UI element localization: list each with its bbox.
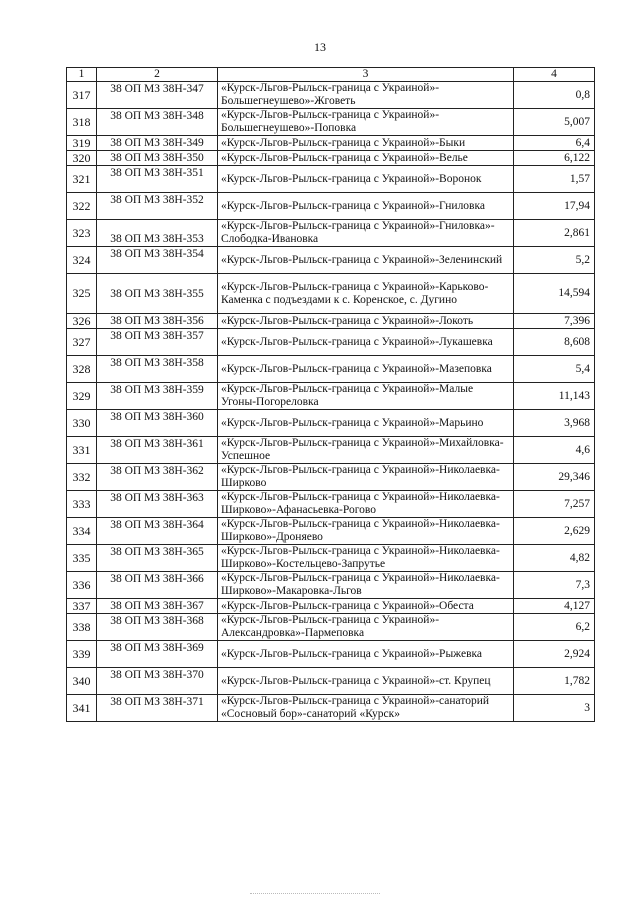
road-code: 38 ОП МЗ 38Н-355 (97, 274, 218, 314)
table-row (67, 383, 595, 410)
road-length: 2,861 (514, 220, 595, 247)
road-name: «Курск-Льгов-Рыльск-граница с Украиной»-Карьково-Каменка с подъездами к с. Коренское, с. Дугино (218, 274, 514, 314)
road-length: 2,924 (514, 641, 595, 668)
road-name: «Курск-Льгов-Рыльск-граница с Украиной»-Николаевка-Ширково»-Макаровка-Льгов (218, 572, 514, 599)
road-length: 4,6 (514, 437, 595, 464)
road-length: 6,122 (514, 151, 595, 166)
row-number: 338 (67, 614, 97, 641)
table-row (67, 437, 595, 464)
table-row (67, 193, 595, 220)
road-name: «Курск-Льгов-Рыльск-граница с Украиной»-Большегнеушево»-Поповка (218, 109, 514, 136)
table-row (67, 82, 595, 109)
road-code: 38 ОП МЗ 38Н-361 (97, 437, 218, 464)
table-row (67, 695, 595, 722)
table-row (67, 356, 595, 383)
table-row (67, 247, 595, 274)
road-length: 6,2 (514, 614, 595, 641)
road-name: «Курск-Льгов-Рыльск-граница с Украиной»-Николаевка-Ширково (218, 464, 514, 491)
row-number: 321 (67, 166, 97, 193)
road-length: 1,57 (514, 166, 595, 193)
header-cell: 3 (218, 68, 514, 82)
road-name: «Курск-Льгов-Рыльск-граница с Украиной»-Обеста (218, 599, 514, 614)
table-row (67, 491, 595, 518)
row-number: 328 (67, 356, 97, 383)
table-row (67, 410, 595, 437)
road-name: «Курск-Льгов-Рыльск-граница с Украиной»-Марьино (218, 410, 514, 437)
table-row (67, 329, 595, 356)
road-name: «Курск-Льгов-Рыльск-граница с Украиной»-Зеленинский (218, 247, 514, 274)
row-number: 326 (67, 314, 97, 329)
roads-table (66, 67, 595, 722)
road-length: 6,4 (514, 136, 595, 151)
road-name: «Курск-Льгов-Рыльск-граница с Украиной»-Николаевка-Ширково»-Костельцево-Запрутье (218, 545, 514, 572)
table-row (67, 599, 595, 614)
road-name: «Курск-Льгов-Рыльск-граница с Украиной»-Гниловка (218, 193, 514, 220)
road-code: 38 ОП МЗ 38Н-366 (97, 572, 218, 599)
table-row (67, 314, 595, 329)
row-number: 330 (67, 410, 97, 437)
road-code: 38 ОП МЗ 38Н-348 (97, 109, 218, 136)
road-length: 17,94 (514, 193, 595, 220)
table-row (67, 614, 595, 641)
table-row (67, 518, 595, 545)
table-header-row (67, 68, 595, 82)
road-name: «Курск-Льгов-Рыльск-граница с Украиной»-Николаевка-Ширково»-Афанасьевка-Рогово (218, 491, 514, 518)
row-number: 317 (67, 82, 97, 109)
road-code: 38 ОП МЗ 38Н-351 (97, 166, 218, 193)
road-name: «Курск-Льгов-Рыльск-граница с Украиной»-санаторий «Сосновый бор»-санаторий «Курск» (218, 695, 514, 722)
table-row (67, 464, 595, 491)
road-length: 3,968 (514, 410, 595, 437)
road-length: 29,346 (514, 464, 595, 491)
road-length: 0,8 (514, 82, 595, 109)
road-code: 38 ОП МЗ 38Н-353 (97, 220, 218, 247)
road-length: 7,396 (514, 314, 595, 329)
row-number: 329 (67, 383, 97, 410)
road-name: «Курск-Льгов-Рыльск-граница с Украиной»-Александровка»-Пармеповка (218, 614, 514, 641)
table-row (67, 151, 595, 166)
table-row (67, 668, 595, 695)
road-name: «Курск-Льгов-Рыльск-граница с Украиной»-Малые Угоны-Погореловка (218, 383, 514, 410)
road-name: «Курск-Льгов-Рыльск-граница с Украиной»-Быки (218, 136, 514, 151)
road-code: 38 ОП МЗ 38Н-352 (97, 193, 218, 220)
road-code: 38 ОП МЗ 38Н-367 (97, 599, 218, 614)
road-code: 38 ОП МЗ 38Н-357 (97, 329, 218, 356)
road-code: 38 ОП МЗ 38Н-369 (97, 641, 218, 668)
row-number: 324 (67, 247, 97, 274)
page-number: 13 (314, 40, 326, 54)
road-length: 4,127 (514, 599, 595, 614)
table-row (67, 545, 595, 572)
row-number: 339 (67, 641, 97, 668)
road-length: 2,629 (514, 518, 595, 545)
road-length: 8,608 (514, 329, 595, 356)
road-name: «Курск-Льгов-Рыльск-граница с Украиной»-Николаевка-Ширково»-Дроняево (218, 518, 514, 545)
row-number: 331 (67, 437, 97, 464)
row-number: 318 (67, 109, 97, 136)
road-code: 38 ОП МЗ 38Н-350 (97, 151, 218, 166)
road-length: 14,594 (514, 274, 595, 314)
row-number: 322 (67, 193, 97, 220)
road-length: 7,257 (514, 491, 595, 518)
road-code: 38 ОП МЗ 38Н-365 (97, 545, 218, 572)
header-cell: 2 (97, 68, 218, 82)
road-code: 38 ОП МЗ 38Н-356 (97, 314, 218, 329)
table-row (67, 641, 595, 668)
table-row (67, 220, 595, 247)
road-length: 11,143 (514, 383, 595, 410)
road-code: 38 ОП МЗ 38Н-354 (97, 247, 218, 274)
road-length: 5,007 (514, 109, 595, 136)
row-number: 320 (67, 151, 97, 166)
road-name: «Курск-Льгов-Рыльск-граница с Украиной»-Велье (218, 151, 514, 166)
road-name: «Курск-Льгов-Рыльск-граница с Украиной»-Михайловка-Успешное (218, 437, 514, 464)
row-number: 323 (67, 220, 97, 247)
road-name: «Курск-Льгов-Рыльск-граница с Украиной»-Локоть (218, 314, 514, 329)
road-code: 38 ОП МЗ 38Н-368 (97, 614, 218, 641)
road-code: 38 ОП МЗ 38Н-371 (97, 695, 218, 722)
road-name: «Курск-Льгов-Рыльск-граница с Украиной»-Гниловка»-Слободка-Ивановка (218, 220, 514, 247)
road-code: 38 ОП МЗ 38Н-370 (97, 668, 218, 695)
road-code: 38 ОП МЗ 38Н-358 (97, 356, 218, 383)
road-code: 38 ОП МЗ 38Н-360 (97, 410, 218, 437)
table-row (67, 572, 595, 599)
road-name: «Курск-Льгов-Рыльск-граница с Украиной»-Воронок (218, 166, 514, 193)
road-length: 1,782 (514, 668, 595, 695)
row-number: 341 (67, 695, 97, 722)
row-number: 332 (67, 464, 97, 491)
road-name: «Курск-Льгов-Рыльск-граница с Украиной»-Мазеповка (218, 356, 514, 383)
scan-artifact (250, 893, 380, 895)
road-name: «Курск-Льгов-Рыльск-граница с Украиной»-ст. Крупец (218, 668, 514, 695)
table-row (67, 109, 595, 136)
row-number: 319 (67, 136, 97, 151)
road-length: 5,4 (514, 356, 595, 383)
road-code: 38 ОП МЗ 38Н-349 (97, 136, 218, 151)
road-length: 7,3 (514, 572, 595, 599)
table-row (67, 166, 595, 193)
road-length: 4,82 (514, 545, 595, 572)
row-number: 336 (67, 572, 97, 599)
road-name: «Курск-Льгов-Рыльск-граница с Украиной»-Рыжевка (218, 641, 514, 668)
road-name: «Курск-Льгов-Рыльск-граница с Украиной»-Большегнеушево»-Жговеть (218, 82, 514, 109)
header-cell: 1 (67, 68, 97, 82)
road-code: 38 ОП МЗ 38Н-362 (97, 464, 218, 491)
row-number: 335 (67, 545, 97, 572)
road-code: 38 ОП МЗ 38Н-359 (97, 383, 218, 410)
road-code: 38 ОП МЗ 38Н-363 (97, 491, 218, 518)
road-code: 38 ОП МЗ 38Н-347 (97, 82, 218, 109)
row-number: 325 (67, 274, 97, 314)
row-number: 340 (67, 668, 97, 695)
road-length: 3 (514, 695, 595, 722)
row-number: 327 (67, 329, 97, 356)
road-name: «Курск-Льгов-Рыльск-граница с Украиной»-Лукашевка (218, 329, 514, 356)
road-code: 38 ОП МЗ 38Н-364 (97, 518, 218, 545)
row-number: 334 (67, 518, 97, 545)
row-number: 337 (67, 599, 97, 614)
table-row (67, 136, 595, 151)
road-length: 5,2 (514, 247, 595, 274)
row-number: 333 (67, 491, 97, 518)
header-cell: 4 (514, 68, 595, 82)
table-row (67, 274, 595, 314)
